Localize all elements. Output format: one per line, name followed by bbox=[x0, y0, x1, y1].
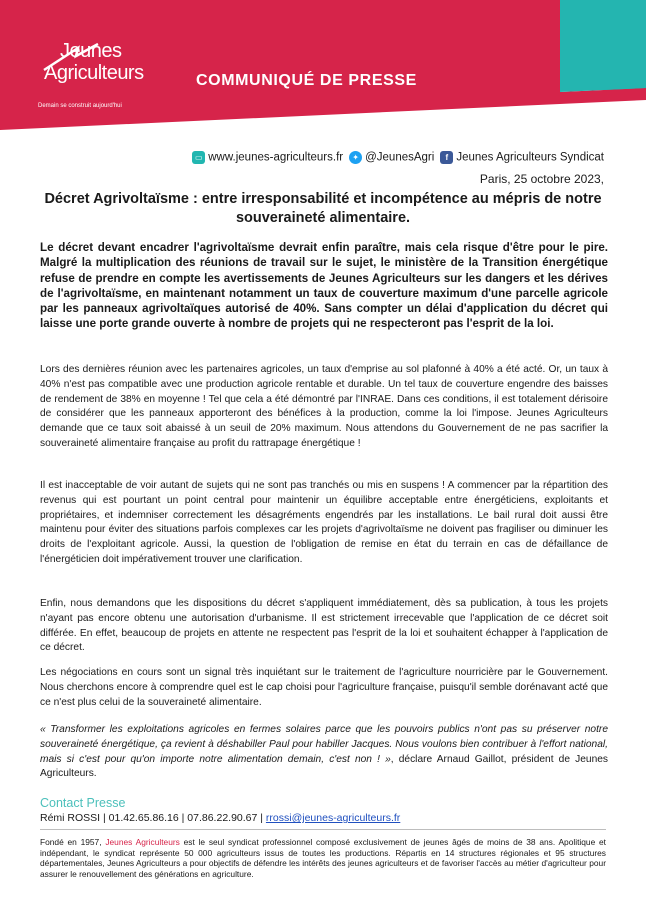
body-paragraph: Lors des dernières réunion avec les partenaires agricoles, un taux d'emprise au sol plafonné à 40% a été acté. Or, un taux à 40% n'est pas compatible avec une production agricole rentable et durable. Un tel taux de couverture engendre des baisses de rendement de 38% en moyenne ! Tel que cela a été démontré par l'INRAE. Dans ces conditions, il est totalement dérisoire de considérer que les panneaux apporteront des bénéfices à la production, comme la loi l'impose. Jeunes Agriculteurs demande que ce taux soit abaissé à un seuil de 20% maximum. Nous attendons du Gouvernement de ne pas sacrifier la souveraineté alimentaire française au profit du rattrapage énergétique ! bbox=[40, 364, 608, 449]
website-text: www.jeunes-agriculteurs.fr bbox=[208, 151, 344, 164]
web-icon: ▭ bbox=[192, 151, 205, 164]
lead-paragraph: Le décret devant encadrer l'agrivoltaïsme devrait enfin paraître, mais cela risque d'être pour le pire. Malgré la multiplication des réunions de travail sur le sujet, le ministère de la Transition énergétique refuse de prendre en compte les avertissements de Jeunes Agriculteurs sur les dangers et les dérives de l'agrivoltaïsme, en maintenant notamment un taux de couverture maximum d'une parcelle agricole par les panneaux agrivoltaïques autorisé de 40%. Sans compter un délai d'application du décret qui laisse une porte grande ouverte à nombre de projets qui ne respecteront pas l'esprit de la loi. bbox=[40, 241, 608, 331]
facebook-icon: f bbox=[440, 151, 453, 164]
president-quote: « Transformer les exploitations agricoles en fermes solaires parce que les pouvoirs publics n'ont pas su préserver notre souveraineté énergétique, ça revient à déshabiller Paul pour habiller Jacques. Nous voulons bien contribuer à l'effort national, mais si c'est pour qu'on importe notre alimentation demain, c'est non ! » bbox=[40, 724, 608, 765]
contact-email-link[interactable]: rrossi@jeunes-agriculteurs.fr bbox=[265, 812, 401, 824]
press-contact-details bbox=[40, 812, 400, 824]
press-contact-heading: Contact Presse bbox=[40, 796, 126, 810]
quote-paragraph bbox=[40, 723, 608, 782]
logo-word-agriculteurs: Agriculteurs bbox=[44, 62, 144, 84]
contact-phones: Rémi ROSSI | 01.42.65.86.16 | 07.86.22.90.67 | bbox=[40, 812, 266, 824]
body-paragraph: Les négociations en cours sont un signal très inquiétant sur le traitement de l'agriculture nourricière par le Gouvernement. Nous cherchons encore à comprendre quel est le cap choisi pour l'agriculture française, puisqu'il semble dorénavant acté que ce n'est plus celui de la souveraineté alimentaire. bbox=[40, 667, 608, 708]
banner-white-cut bbox=[560, 0, 646, 92]
footer-text-start: Fondé en 1957, bbox=[40, 837, 106, 847]
twitter-icon: ✦ bbox=[349, 151, 362, 164]
twitter-text: @JeunesAgri bbox=[365, 151, 435, 164]
logo-word-jeunes: Jeunes bbox=[60, 40, 122, 62]
facebook-link[interactable] bbox=[440, 151, 604, 164]
page-title: COMMUNIQUÉ DE PRESSE bbox=[196, 72, 417, 89]
twitter-link[interactable] bbox=[349, 151, 434, 164]
footer-divider bbox=[40, 829, 606, 830]
body-paragraph: Enfin, nous demandons que les dispositions du décret s'appliquent immédiatement, dès sa publication, à tous les projets n'ayant pas encore obtenu une autorisation d'urbanisme. Il est strictement irrecevable que l'application de ce décret soit différée. En effet, beaucoup de projets en attente ne respectent pas l'esprit de la loi et souhaitent échapper à l'application de ce décret. bbox=[40, 598, 608, 654]
facebook-text: Jeunes Agriculteurs Syndicat bbox=[456, 151, 604, 164]
release-date: Paris, 25 octobre 2023, bbox=[479, 172, 604, 186]
footer-brand: Jeunes Agriculteurs bbox=[105, 837, 180, 847]
footer-text-end: est le seul syndicat professionnel composé exclusivement de jeunes âgés de moins de 38 ans. Apolitique et indépendant, le syndicat représente 50 000 agriculteurs issus de toutes les productions. Répartis en 14 structures régionales et 95 structures départementales, Jeunes Agriculteurs a pour objectifs de défendre les intérêts des jeunes agriculteurs et de favoriser l'accès au métier d'agriculteur pour assurer le renouvellement des générations en agriculture. bbox=[40, 837, 606, 879]
quote-attribution: , déclare Arnaud Gaillot, président de Jeunes Agriculteurs. bbox=[40, 753, 609, 780]
body-paragraph: Il est inacceptable de voir autant de sujets qui ne sont pas tranchés ou mis en suspens ! A commencer par la répartition des revenus qui est pourtant un point central pour maintenir un équilibre acceptable entre énergéticiens, exploitants et propriétaires, et indemniser correctement les désagréments engendrés par les installations. Le bail rural doit aussi être maintenu pour éviter des situations parfois complexes car les projets d'agrivoltaïsme ne doivent pas fragiliser ou diminuer les droits de l'exploitant agricole. Aussi, la question de l'obligation de remise en état du terrain en cas de défaillance de l'énergéticien doit impérativement trouver une clarification. bbox=[40, 480, 608, 565]
website-link[interactable] bbox=[192, 151, 343, 164]
social-links bbox=[192, 151, 604, 164]
logo-tagline: Demain se construit aujourd'hui bbox=[38, 103, 122, 109]
headline: Décret Agrivoltaïsme : entre irresponsabilité et incompétence au mépris de notre souveraineté alimentaire. bbox=[44, 191, 602, 226]
footer-about bbox=[40, 837, 606, 879]
